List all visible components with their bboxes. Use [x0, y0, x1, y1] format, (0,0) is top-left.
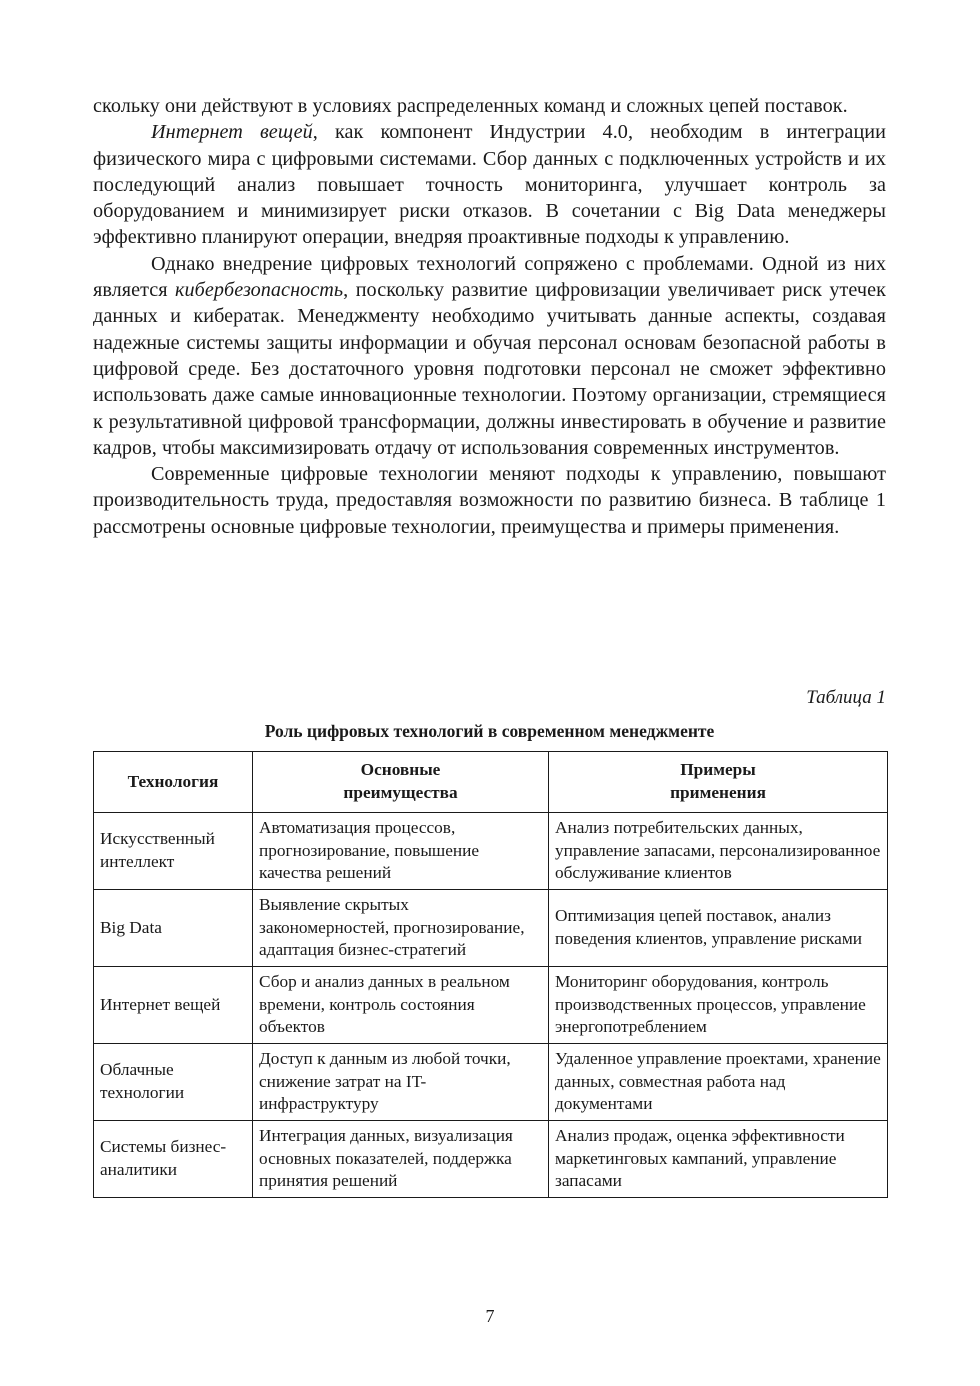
header-advantages-text: Основные преимущества: [343, 760, 458, 802]
paragraph-text: , как компонент Индустрии 4.0, необходим в интеграции физического мира с цифровыми системами. Сбор данных с подключенных устройств и их последующий анализ повышает точность мониторинга, улучшает контроль за оборудованием и минимизирует риски отказов. В сочетании с Big Data менеджеры эффективно планируют операции, внедряя проактивные подходы к управлению.: [93, 121, 887, 249]
table-row: [94, 813, 888, 890]
paragraph-iot: [93, 119, 886, 250]
cell-examples: Оптимизация цепей поставок, анализ поведения клиентов, управление рисками: [549, 890, 888, 967]
paragraph-supply-chains: [93, 93, 886, 119]
paragraph-cybersecurity: [93, 251, 886, 461]
cell-technology: Интернет вещей: [94, 967, 253, 1044]
table-caption: Таблица 1: [806, 687, 886, 708]
cell-technology: Облачные технологии: [94, 1044, 253, 1121]
cell-technology: Искусственный интеллект: [94, 813, 253, 890]
table-row: [94, 967, 888, 1044]
body-text: [93, 93, 886, 540]
header-technology: Технология: [94, 752, 253, 813]
table-row: [94, 1121, 888, 1198]
term-iot: Интернет вещей: [151, 121, 313, 144]
table-title: Роль цифровых технологий в современном менеджменте: [264, 721, 715, 741]
cell-technology: Big Data: [94, 890, 253, 967]
table-row: [94, 1044, 888, 1121]
cell-advantages: Автоматизация процессов, прогнозирование, повышение качества решений: [253, 813, 549, 890]
header-examples: [549, 752, 888, 813]
cell-advantages: Доступ к данным из любой точки, снижение затрат на IT-инфраструктуру: [253, 1044, 549, 1121]
cell-examples: Мониторинг оборудования, контроль производственных процессов, управление энергопотреблением: [549, 967, 888, 1044]
paragraph-text: Современные цифровые технологии меняют подходы к управлению, повышают производительность труда, предоставляя возможности по развитию бизнеса. В таблице 1 рассмотрены основные цифровые технологии, преимущества и примеры применения.: [93, 463, 886, 538]
paragraph-table-intro: [93, 461, 886, 540]
cell-advantages: Интеграция данных, визуализация основных показателей, поддержка принятия решений: [253, 1121, 549, 1198]
header-examples-text: Примеры применения: [670, 760, 766, 802]
cell-technology: Системы бизнес-аналитики: [94, 1121, 253, 1198]
table-row: [94, 890, 888, 967]
technologies-table: [93, 751, 888, 1198]
term-cybersecurity: кибербезопасность: [175, 279, 344, 302]
page-number: 7: [485, 1306, 495, 1326]
paragraph-text: Однако внедрение цифровых технологий сопряжено с проблемами. Одной из них является: [93, 252, 886, 302]
cell-examples: Анализ потребительских данных, управление запасами, персонализированное обслуживание клиентов: [549, 813, 888, 890]
cell-advantages: Сбор и анализ данных в реальном времени, контроль состояния объектов: [253, 967, 549, 1044]
table-header-row: [94, 752, 888, 813]
cell-advantages: Выявление скрытых закономерностей, прогнозирование, адаптация бизнес-стратегий: [253, 890, 549, 967]
paragraph-text: скольку они действуют в условиях распределенных команд и сложных цепей поставок.: [93, 95, 848, 117]
cell-examples: Анализ продаж, оценка эффективности маркетинговых кампаний, управление запасами: [549, 1121, 888, 1198]
cell-examples: Удаленное управление проектами, хранение данных, совместная работа над документами: [549, 1044, 888, 1121]
header-advantages: [253, 752, 549, 813]
paragraph-text: , поскольку развитие цифровизации увеличивает риск утечек данных и кибератак. Менеджменту необходимо учитывать данные аспекты, создавая надежные системы защиты информации и обучая персонал основам безопасной работы в цифровой среде. Без достаточного уровня подготовки персонал не сможет эффективно использовать даже самые инновационные технологии. Поэтому организации, стремящиеся к результативной цифровой трансформации, должны инвестировать в обучение и развитие кадров, чтобы максимизировать отдачу от использования современных инструментов.: [93, 279, 886, 459]
